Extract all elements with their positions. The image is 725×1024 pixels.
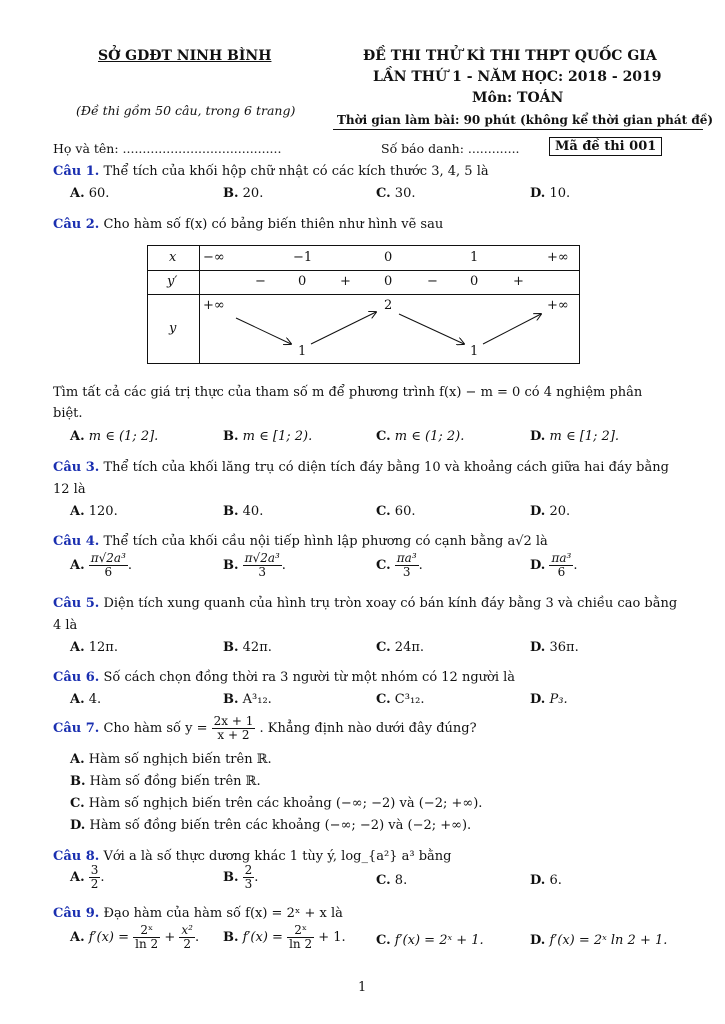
table-y-min: 1 — [298, 344, 307, 359]
q1-option-b[interactable]: B. 20. — [223, 186, 264, 201]
question-1: Câu 1. Thể tích của khối hộp chữ nhật có các kích thước 3, 4, 5 là — [53, 164, 489, 179]
q1-option-c[interactable]: C. 30. — [376, 186, 416, 201]
q4-option-c[interactable]: C. $\frac{\text{πa³}}{3}$ . — [376, 551, 423, 579]
table-y-pos-inf: +∞ — [547, 298, 569, 313]
q1-option-a[interactable]: A. 60. — [70, 186, 110, 201]
exam-note: (Đề thi gồm 50 câu, trong 6 trang) — [76, 103, 296, 118]
q6-option-a[interactable]: A. 4. — [70, 692, 102, 707]
q8-option-b[interactable]: B. $\frac{2}{3}$ . — [223, 863, 259, 891]
table-yprime-sign: + — [340, 274, 351, 289]
q3-option-b[interactable]: B. 40. — [223, 504, 264, 519]
q3-option-c[interactable]: C. 60. — [376, 504, 416, 519]
table-y-min: 1 — [470, 344, 479, 359]
q6-option-b[interactable]: B. A³₁₂. — [223, 692, 272, 707]
q2-option-d[interactable]: D. m ∈ [1; 2]. — [530, 429, 620, 444]
q4-option-b[interactable]: B. $\frac{\text{π√2a³}}{3}$ . — [223, 551, 286, 579]
exam-time: Thời gian làm bài: 90 phút (không kể thời gian phát đề) — [337, 113, 714, 127]
question-3: Câu 3. Thể tích của khối lăng trụ có diện tích đáy bằng 10 và khoảng cách giữa hai đáy bằng — [53, 460, 669, 475]
table-x-neg-inf: −∞ — [203, 250, 225, 265]
table-arrows — [148, 246, 579, 363]
q9-option-b[interactable]: B. f′(x) = $\frac{\text{2ˣ}}{\ln 2}$ + 1. — [223, 923, 346, 951]
table-yprime-label: y′ — [167, 274, 178, 289]
question-8: Câu 8. Với a là số thực dương khác 1 tùy ý, log_{a²} a³ bằng — [53, 849, 452, 864]
q7-option-a[interactable]: A. Hàm số nghịch biến trên ℝ. — [70, 752, 272, 767]
table-yprime-sign: − — [427, 274, 438, 289]
student-name-field: Họ và tên: ........................................ — [53, 141, 282, 156]
q9-option-a[interactable]: A. f′(x) = $\frac{\text{2ˣ}}{\ln 2}$ + $\frac{\text{x²}}{2}$ . — [70, 923, 200, 951]
q2-option-a[interactable]: A. m ∈ (1; 2]. — [70, 429, 159, 444]
table-x-1: 1 — [470, 250, 479, 265]
question-2: Câu 2. Cho hàm số f(x) có bảng biến thiên như hình vẽ sau — [53, 217, 444, 232]
question-2-text: biệt. — [53, 406, 83, 421]
q8-option-c[interactable]: C. 8. — [376, 873, 408, 888]
table-yprime-sign: − — [255, 274, 266, 289]
q6-option-d[interactable]: D. P₃. — [530, 692, 568, 707]
question-6: Câu 6. Số cách chọn đồng thời ra 3 người từ một nhóm có 12 người là — [53, 670, 516, 685]
header-divider — [333, 129, 703, 130]
exam-round: LẦN THỨ 1 - NĂM HỌC: 2018 - 2019 — [373, 69, 662, 85]
exam-subject: Môn: TOÁN — [472, 90, 564, 106]
student-id-field: Số báo danh: ............. — [381, 141, 520, 156]
table-x-0: 0 — [384, 250, 393, 265]
question-9: Câu 9. Đạo hàm của hàm số f(x) = 2ˣ + x là — [53, 906, 343, 921]
question-2-text: Tìm tất cả các giá trị thực của tham số m để phương trình f(x) − m = 0 có 4 nghiệm phân — [53, 385, 643, 400]
q6-option-c[interactable]: C. C³₁₂. — [376, 692, 425, 707]
q2-option-b[interactable]: B. m ∈ [1; 2). — [223, 429, 313, 444]
table-yprime-zero: 0 — [470, 274, 479, 289]
q4-option-a[interactable]: A. $\frac{\text{π√2a³}}{6}$ . — [70, 551, 133, 579]
q9-option-c[interactable]: C. f′(x) = 2ˣ + 1. — [376, 933, 484, 948]
question-4: Câu 4. Thể tích của khối cầu nội tiếp hình lập phương có cạnh bằng a√2 là — [53, 534, 548, 549]
q4-option-d[interactable]: D. $\frac{\text{πa³}}{6}$ . — [530, 551, 578, 579]
table-y-max: 2 — [384, 298, 393, 313]
question-3-text: 12 là — [53, 482, 86, 497]
q2-option-c[interactable]: C. m ∈ (1; 2). — [376, 429, 465, 444]
exam-title: ĐỀ THI THỬ KÌ THI THPT QUỐC GIA — [363, 48, 657, 64]
q8-option-d[interactable]: D. 6. — [530, 873, 562, 888]
q1-option-d[interactable]: D. 10. — [530, 186, 571, 201]
table-x-minus1: −1 — [293, 250, 313, 265]
exam-code: Mã đề thi 001 — [549, 137, 662, 156]
q9-option-d[interactable]: D. f′(x) = 2ˣ ln 2 + 1. — [530, 933, 668, 948]
q5-option-a[interactable]: A. 12π. — [70, 640, 118, 655]
q3-option-a[interactable]: A. 120. — [70, 504, 118, 519]
question-7: Câu 7. Cho hàm số y = $\frac{2x + 1}{x + 2}$ . Khẳng định nào dưới đây đúng? — [53, 714, 477, 742]
q7-option-d[interactable]: D. Hàm số đồng biến trên các khoảng (−∞; −2) và (−2; +∞). — [70, 818, 472, 833]
table-y-pos-inf: +∞ — [203, 298, 225, 313]
q7-option-c[interactable]: C. Hàm số nghịch biến trên các khoảng (−∞; −2) và (−2; +∞). — [70, 796, 483, 811]
variation-table — [147, 245, 580, 364]
q3-option-d[interactable]: D. 20. — [530, 504, 571, 519]
school-org: SỞ GDĐT NINH BÌNH — [98, 48, 272, 64]
q5-option-c[interactable]: C. 24π. — [376, 640, 425, 655]
table-x-label: x — [169, 250, 177, 265]
table-yprime-sign: + — [513, 274, 524, 289]
page-number: 1 — [358, 980, 367, 995]
q5-option-d[interactable]: D. 36π. — [530, 640, 579, 655]
question-5-text: 4 là — [53, 618, 78, 633]
q8-option-a[interactable]: A. $\frac{3}{2}$ . — [70, 863, 105, 891]
q7-option-b[interactable]: B. Hàm số đồng biến trên ℝ. — [70, 774, 261, 789]
q5-option-b[interactable]: B. 42π. — [223, 640, 272, 655]
table-yprime-zero: 0 — [298, 274, 307, 289]
table-yprime-zero: 0 — [384, 274, 393, 289]
table-x-pos-inf: +∞ — [547, 250, 569, 265]
table-y-label: y — [169, 321, 177, 336]
question-5: Câu 5. Diện tích xung quanh của hình trụ tròn xoay có bán kính đáy bằng 3 và chiều cao bằng — [53, 596, 678, 611]
